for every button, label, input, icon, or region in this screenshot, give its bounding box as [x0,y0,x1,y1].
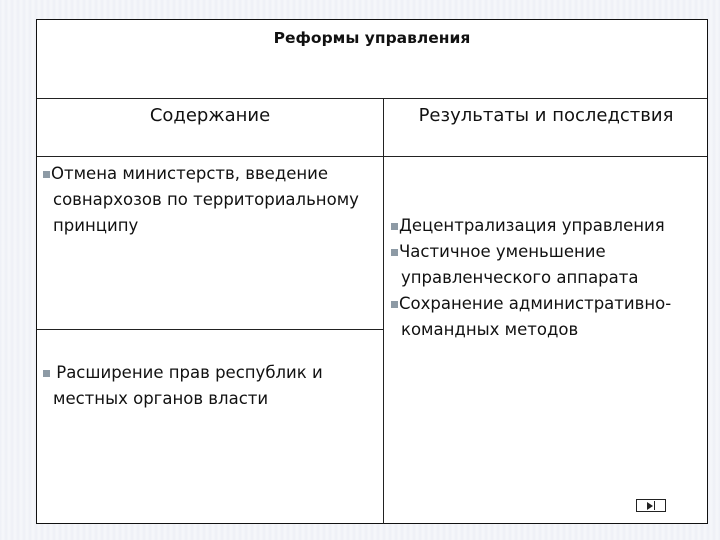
list-item: Расширение прав республик и [43,360,323,386]
bullet-icon [391,223,398,230]
column-header-results: Результаты и последствия [418,105,674,126]
column-header-divider [37,156,707,157]
bullet-icon [391,301,398,308]
list-item: Децентрализация управления [391,213,671,239]
bullet-icon [391,249,398,256]
content-cell-2 [43,360,323,412]
column-header-content: Содержание [149,105,271,126]
list-item-continuation: принципу [53,216,139,235]
results-cell [391,213,671,343]
page-title: Реформы управления [273,29,471,47]
content-cell-1 [43,161,359,239]
list-item-continuation: местных органов власти [53,389,269,408]
end-bar-icon [654,501,655,510]
list-item: Отмена министерств, введение [43,161,359,187]
list-item-continuation: управленческого аппарата [401,268,639,287]
list-item: Сохранение административно- [391,291,671,317]
bullet-icon [43,370,50,377]
left-row-divider [37,329,383,330]
next-slide-icon [647,502,653,510]
reform-table [36,19,708,524]
list-item-continuation: совнархозов по территориальному [53,190,359,209]
list-item: Частичное уменьшение [391,239,671,265]
header-divider [37,98,707,99]
next-slide-button[interactable] [636,499,666,512]
bullet-icon [43,171,50,178]
list-item-continuation: командных методов [401,320,579,339]
column-divider [383,98,384,524]
